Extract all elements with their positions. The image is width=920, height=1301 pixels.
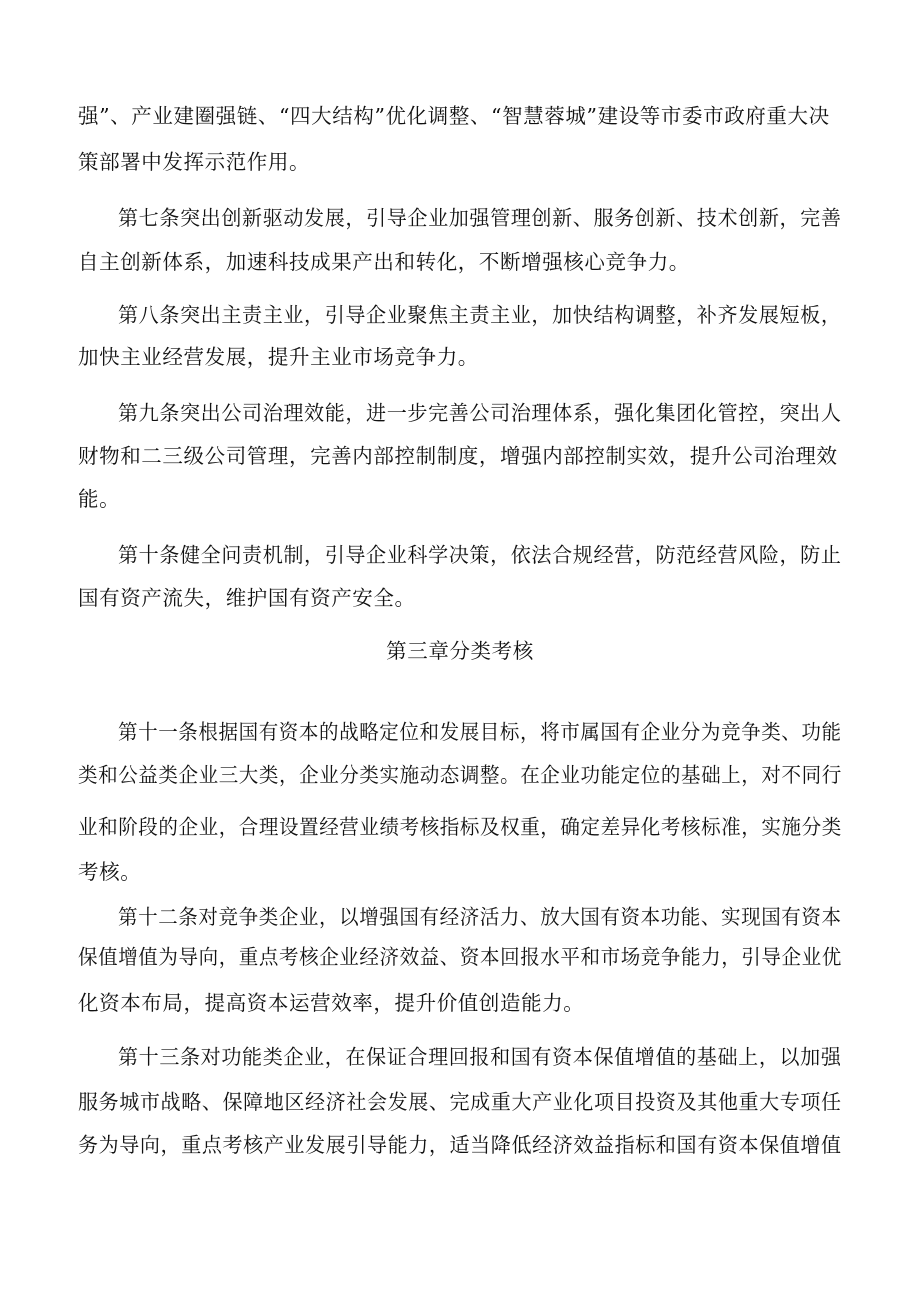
article-11-line: 第十一条根据国有资本的战略定位和发展目标，将市属国有企业分为竞争类、功能 <box>118 720 842 744</box>
text-line: 能。 <box>78 487 121 511</box>
article-12-line: 第十二条对竞争类企业，以增强国有经济活力、放大国有资本功能、实现国有资本 <box>118 905 842 929</box>
text-line: 保值增值为导向，重点考核企业经济效益、资本回报水平和市场竞争能力，引导企业优 <box>78 945 842 969</box>
text-line: 强”、产业建圈强链、“四大结构”优化调整、“智慧蓉城”建设等市委市政府重大决 <box>78 104 830 128</box>
article-13-line: 第十三条对功能类企业，在保证合理回报和国有资本保值增值的基础上，以加强 <box>118 1045 842 1069</box>
text-line: 加快主业经营发展，提升主业市场竞争力。 <box>78 345 479 369</box>
text-line: 务为导向，重点考核产业发展引导能力，适当降低经济效益指标和国有资本保值增值 <box>78 1133 842 1157</box>
text-line: 策部署中发挥示范作用。 <box>78 150 311 174</box>
text-line: 类和公益类企业三大类，企业分类实施动态调整。在企业功能定位的基础上，对不同行 <box>78 763 842 787</box>
text-line: 国有资产流失，维护国有资产安全。 <box>78 586 416 610</box>
article-9-line: 第九条突出公司治理效能，进一步完善公司治理体系，强化集团化管控，突出人 <box>118 401 842 425</box>
text-line: 业和阶段的企业，合理设置经营业绩考核指标及权重，确定差异化考核标准，实施分类 <box>78 815 842 839</box>
text-line: 自主创新体系，加速科技成果产出和转化，不断增强核心竞争力。 <box>78 250 690 274</box>
article-8-line: 第八条突出主责主业，引导企业聚焦主责主业，加快结构调整，补齐发展短板， <box>118 303 842 327</box>
text-line: 服务城市战略、保障地区经济社会发展、完成重大产业化项目投资及其他重大专项任 <box>78 1090 842 1114</box>
article-10-line: 第十条健全问责机制，引导企业科学决策，依法合规经营，防范经营风险，防止 <box>118 543 842 567</box>
article-7-line: 第七条突出创新驱动发展，引导企业加强管理创新、服务创新、技术创新，完善 <box>118 206 842 230</box>
text-line: 化资本布局，提高资本运营效率，提升价值创造能力。 <box>78 991 585 1015</box>
chapter-heading: 第三章分类考核 <box>386 639 534 663</box>
text-line: 考核。 <box>78 860 142 884</box>
text-line: 财物和二三级公司管理，完善内部控制制度，增强内部控制实效，提升公司治理效 <box>78 444 838 468</box>
